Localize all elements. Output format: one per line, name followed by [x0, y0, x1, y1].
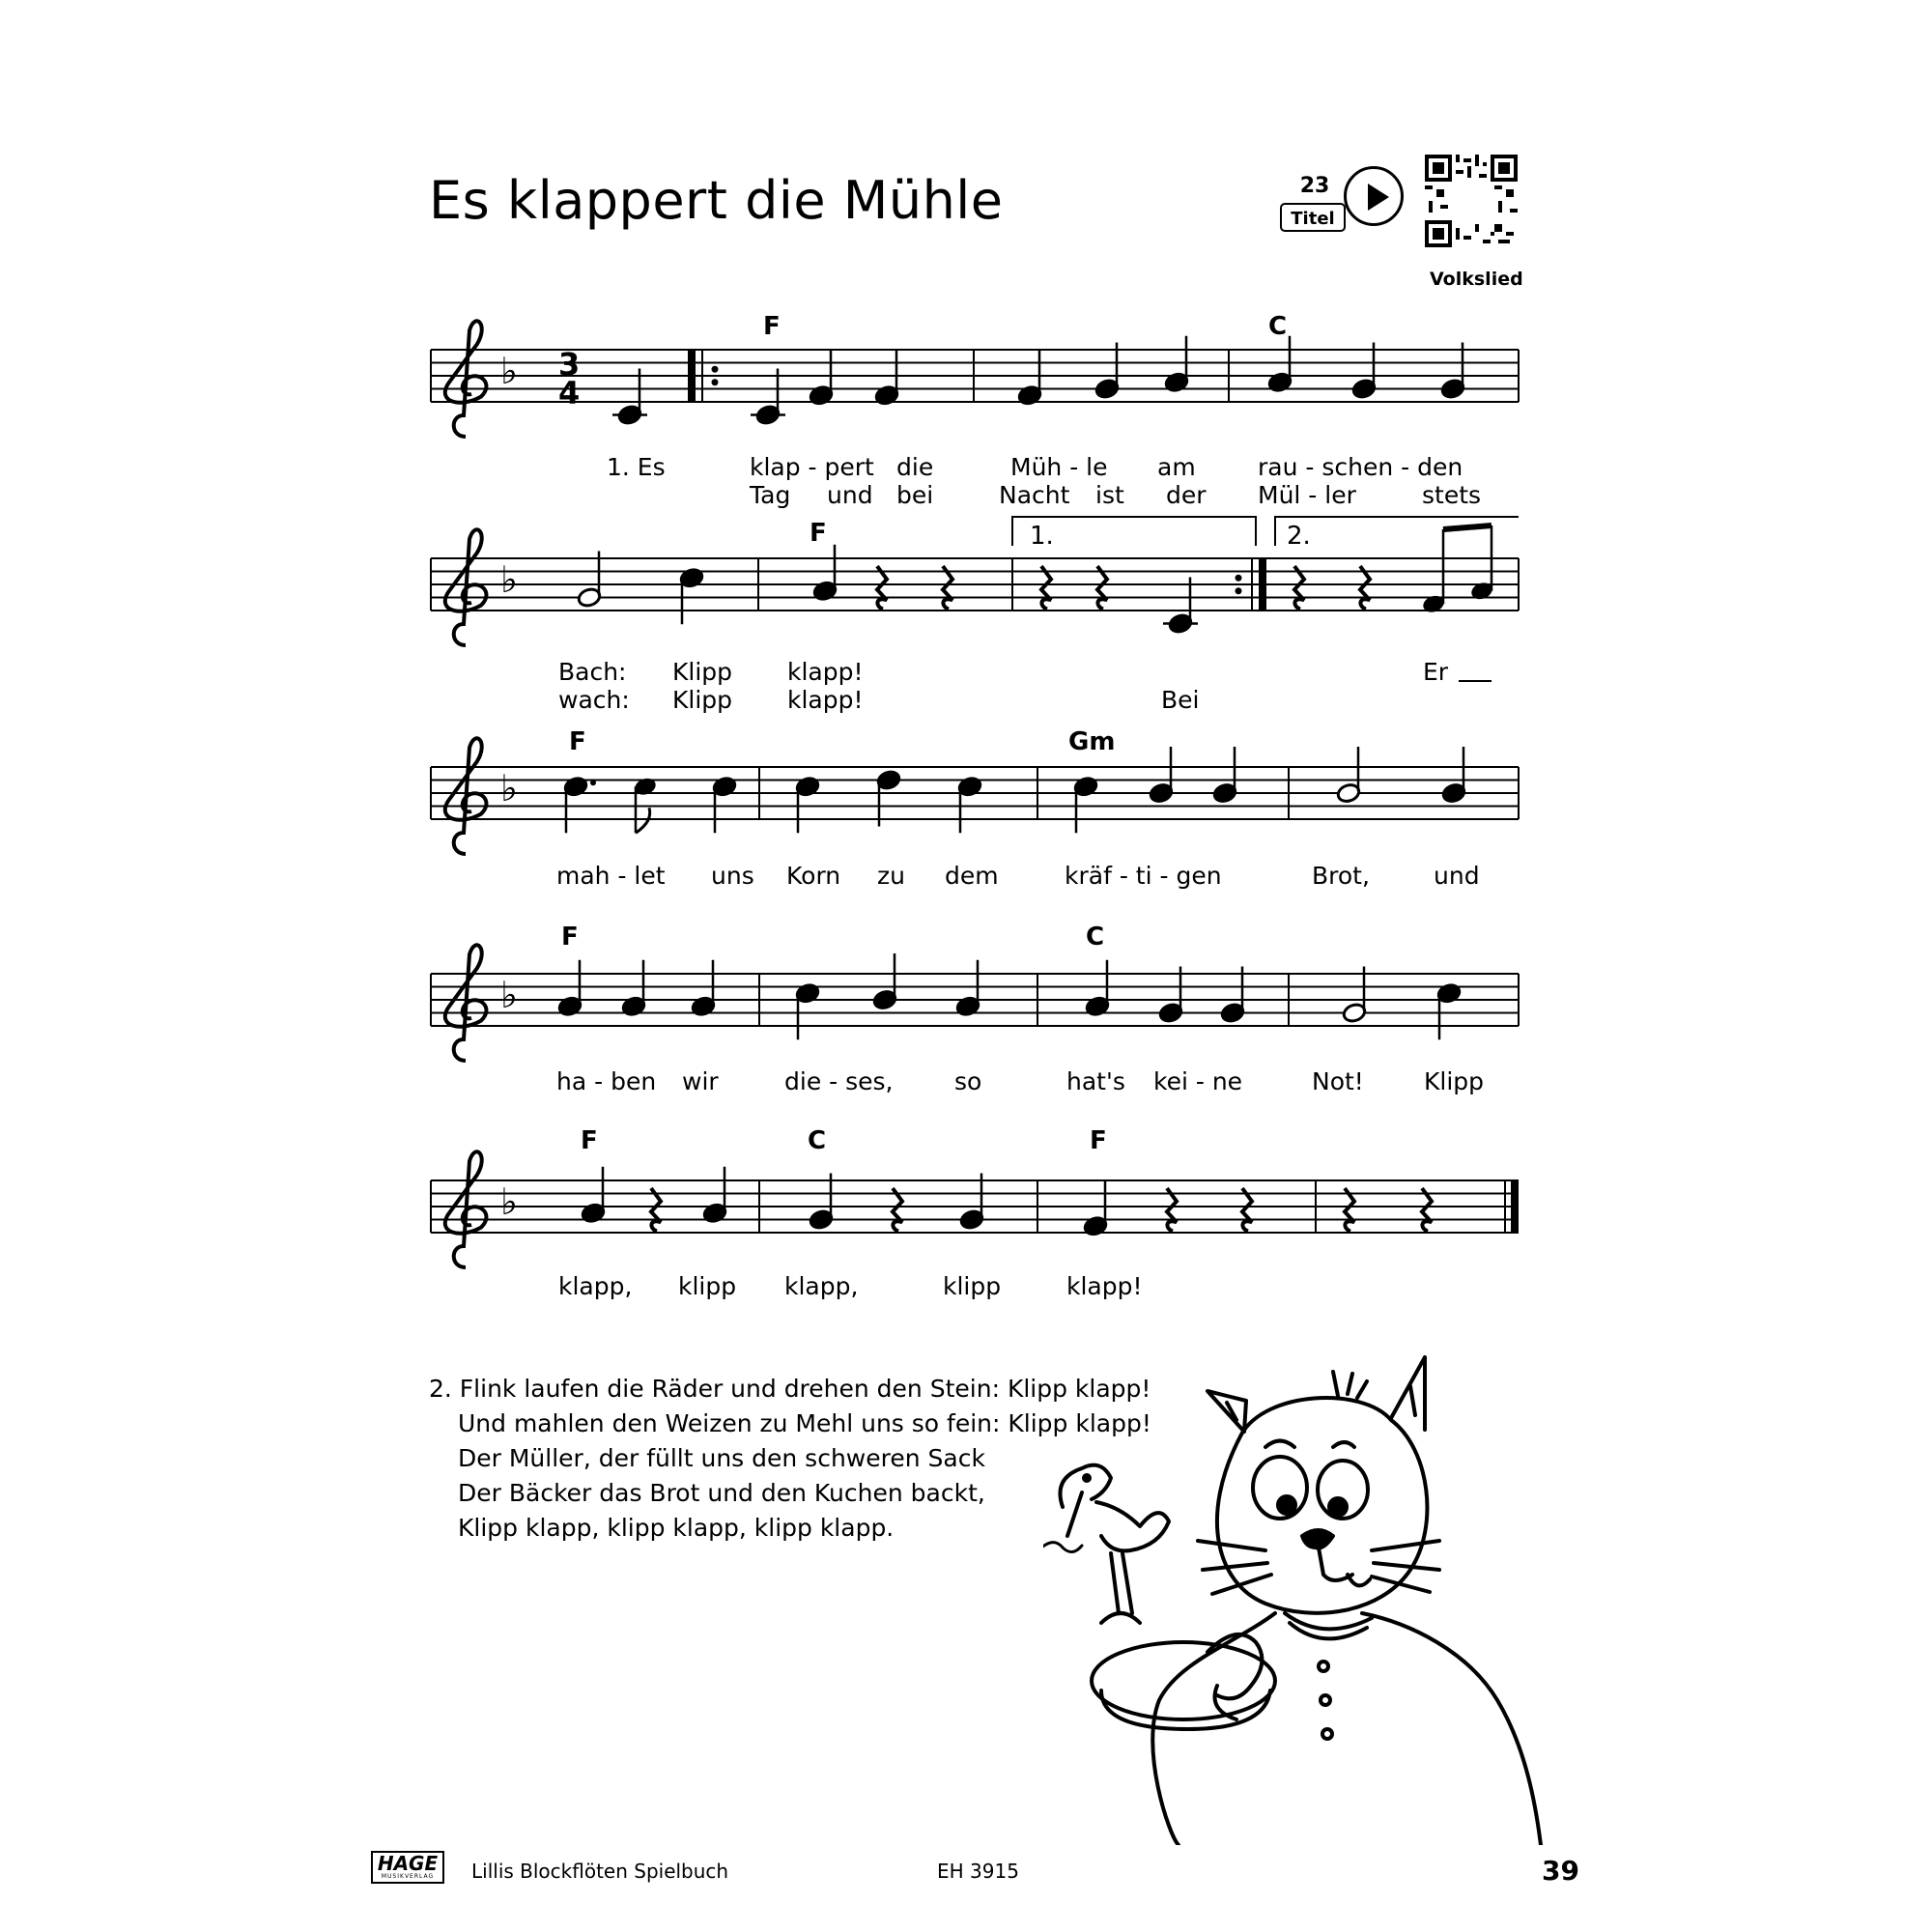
- edition-code: EH 3915: [937, 1860, 1019, 1883]
- melisma-line: [1459, 680, 1492, 682]
- chord-symbol: C: [1086, 923, 1105, 952]
- lyric: Müh - le: [1010, 453, 1108, 481]
- repeat-dot: [1236, 587, 1242, 594]
- book-title: Lillis Blockflöten Spielbuch: [471, 1860, 729, 1883]
- beam: [1443, 526, 1492, 529]
- lyric: die: [896, 453, 934, 481]
- repeat-dot: [1236, 575, 1242, 582]
- lyric: Nacht: [999, 481, 1070, 509]
- chord-symbol: F: [561, 923, 579, 952]
- chord-symbol: F: [763, 312, 781, 341]
- dot: [590, 780, 596, 785]
- time-signature: 3: [558, 346, 581, 383]
- key-signature-flat: ♭: [500, 767, 518, 810]
- lyric: klap - pert: [750, 453, 874, 481]
- lyric: Mül - ler: [1258, 481, 1356, 509]
- key-signature-flat: ♭: [500, 558, 518, 601]
- volta-bracket: [1275, 517, 1519, 546]
- repeat-dot: [712, 379, 719, 385]
- lyric: klapp!: [1066, 1272, 1143, 1300]
- rest: [943, 566, 952, 610]
- lyric: Er: [1423, 658, 1449, 686]
- lyric: Klipp: [672, 658, 733, 686]
- lyric: uns: [711, 862, 754, 890]
- lyric: Brot,: [1312, 862, 1370, 890]
- lyric: 1. Es: [607, 453, 666, 481]
- rest: [1167, 1188, 1177, 1232]
- lyric: Bach:: [558, 658, 627, 686]
- lyric: ist: [1095, 481, 1124, 509]
- rest: [1294, 566, 1304, 610]
- lyric: ha - ben: [556, 1067, 657, 1095]
- rest: [877, 566, 887, 610]
- track-label: Titel: [1280, 203, 1346, 232]
- lyric: zu: [877, 862, 905, 890]
- rest: [1360, 566, 1370, 610]
- lyric: klipp: [943, 1272, 1002, 1300]
- key-signature-flat: ♭: [500, 974, 518, 1016]
- lyric: rau - schen - den: [1258, 453, 1463, 481]
- lyric: kräf - ti - gen: [1065, 862, 1222, 890]
- chord-symbol: F: [1090, 1126, 1107, 1155]
- lyric: so: [954, 1067, 982, 1095]
- treble-clef: [445, 738, 487, 854]
- key-signature-flat: ♭: [500, 1180, 518, 1223]
- lyric: klipp: [678, 1272, 737, 1300]
- lyric: wir: [682, 1067, 719, 1095]
- lyric: die - ses,: [784, 1067, 894, 1095]
- publisher-logo: HAGE MUSIKVERLAG: [371, 1851, 444, 1884]
- rest: [1345, 1188, 1354, 1232]
- lyric: Korn: [786, 862, 841, 890]
- rest: [893, 1188, 902, 1232]
- treble-clef: [445, 1151, 487, 1267]
- page-title: Es klappert die Mühle: [429, 170, 1004, 231]
- verse-line: Und mahlen den Weizen zu Mehl uns so fein: Klipp klapp!: [458, 1409, 1151, 1437]
- lyric: Not!: [1312, 1067, 1364, 1095]
- lyric: klapp!: [787, 658, 864, 686]
- verse-line: Der Bäcker das Brot und den Kuchen backt,: [458, 1479, 985, 1507]
- verse-line: Klipp klapp, klipp klapp, klipp klapp.: [458, 1514, 895, 1542]
- cat-illustration: [1043, 1333, 1584, 1845]
- treble-clef: [445, 321, 487, 437]
- lyric: mah - let: [556, 862, 666, 890]
- lyric: der: [1166, 481, 1207, 509]
- lyric: und: [827, 481, 873, 509]
- rest: [1242, 1188, 1252, 1232]
- composer: Volkslied: [1430, 269, 1523, 290]
- verse-line: Der Müller, der füllt uns den schweren Sack: [458, 1444, 985, 1472]
- lyric: Bei: [1161, 686, 1200, 714]
- lyric: Klipp: [672, 686, 733, 714]
- key-signature-flat: ♭: [500, 350, 518, 392]
- lyric: am: [1157, 453, 1196, 481]
- verse-line: 2. Flink laufen die Räder und drehen den Stein: Klipp klapp!: [429, 1375, 1151, 1403]
- chord-symbol: F: [810, 519, 827, 548]
- repeat-dot: [712, 366, 719, 373]
- lyric: Tag: [750, 481, 791, 509]
- track-number: 23: [1299, 174, 1330, 198]
- rest: [1097, 566, 1107, 610]
- lyric: Klipp: [1424, 1067, 1485, 1095]
- chord-symbol: Gm: [1068, 727, 1116, 756]
- rest: [1041, 566, 1051, 610]
- lyric: klapp!: [787, 686, 864, 714]
- chord-symbol: F: [569, 727, 586, 756]
- note-flag: [636, 808, 650, 833]
- volta-second-ending: 2.: [1287, 522, 1311, 551]
- lyric: hat's: [1066, 1067, 1125, 1095]
- lyric: kei - ne: [1153, 1067, 1243, 1095]
- rest: [651, 1188, 661, 1232]
- lyric: klapp,: [558, 1272, 633, 1300]
- treble-clef: [445, 945, 487, 1061]
- treble-clef: [445, 529, 487, 645]
- lyric: und: [1434, 862, 1480, 890]
- chord-symbol: C: [1268, 312, 1288, 341]
- lyric: wach:: [558, 686, 630, 714]
- lyric: bei: [896, 481, 934, 509]
- rest: [1422, 1188, 1432, 1232]
- lyric: stets: [1422, 481, 1482, 509]
- time-signature: 4: [558, 375, 581, 412]
- lyric: dem: [945, 862, 999, 890]
- chord-symbol: F: [581, 1126, 598, 1155]
- chord-symbol: C: [808, 1126, 827, 1155]
- page-number: 39: [1542, 1855, 1579, 1887]
- lyric: klapp,: [784, 1272, 859, 1300]
- volta-first-ending: 1.: [1030, 522, 1054, 551]
